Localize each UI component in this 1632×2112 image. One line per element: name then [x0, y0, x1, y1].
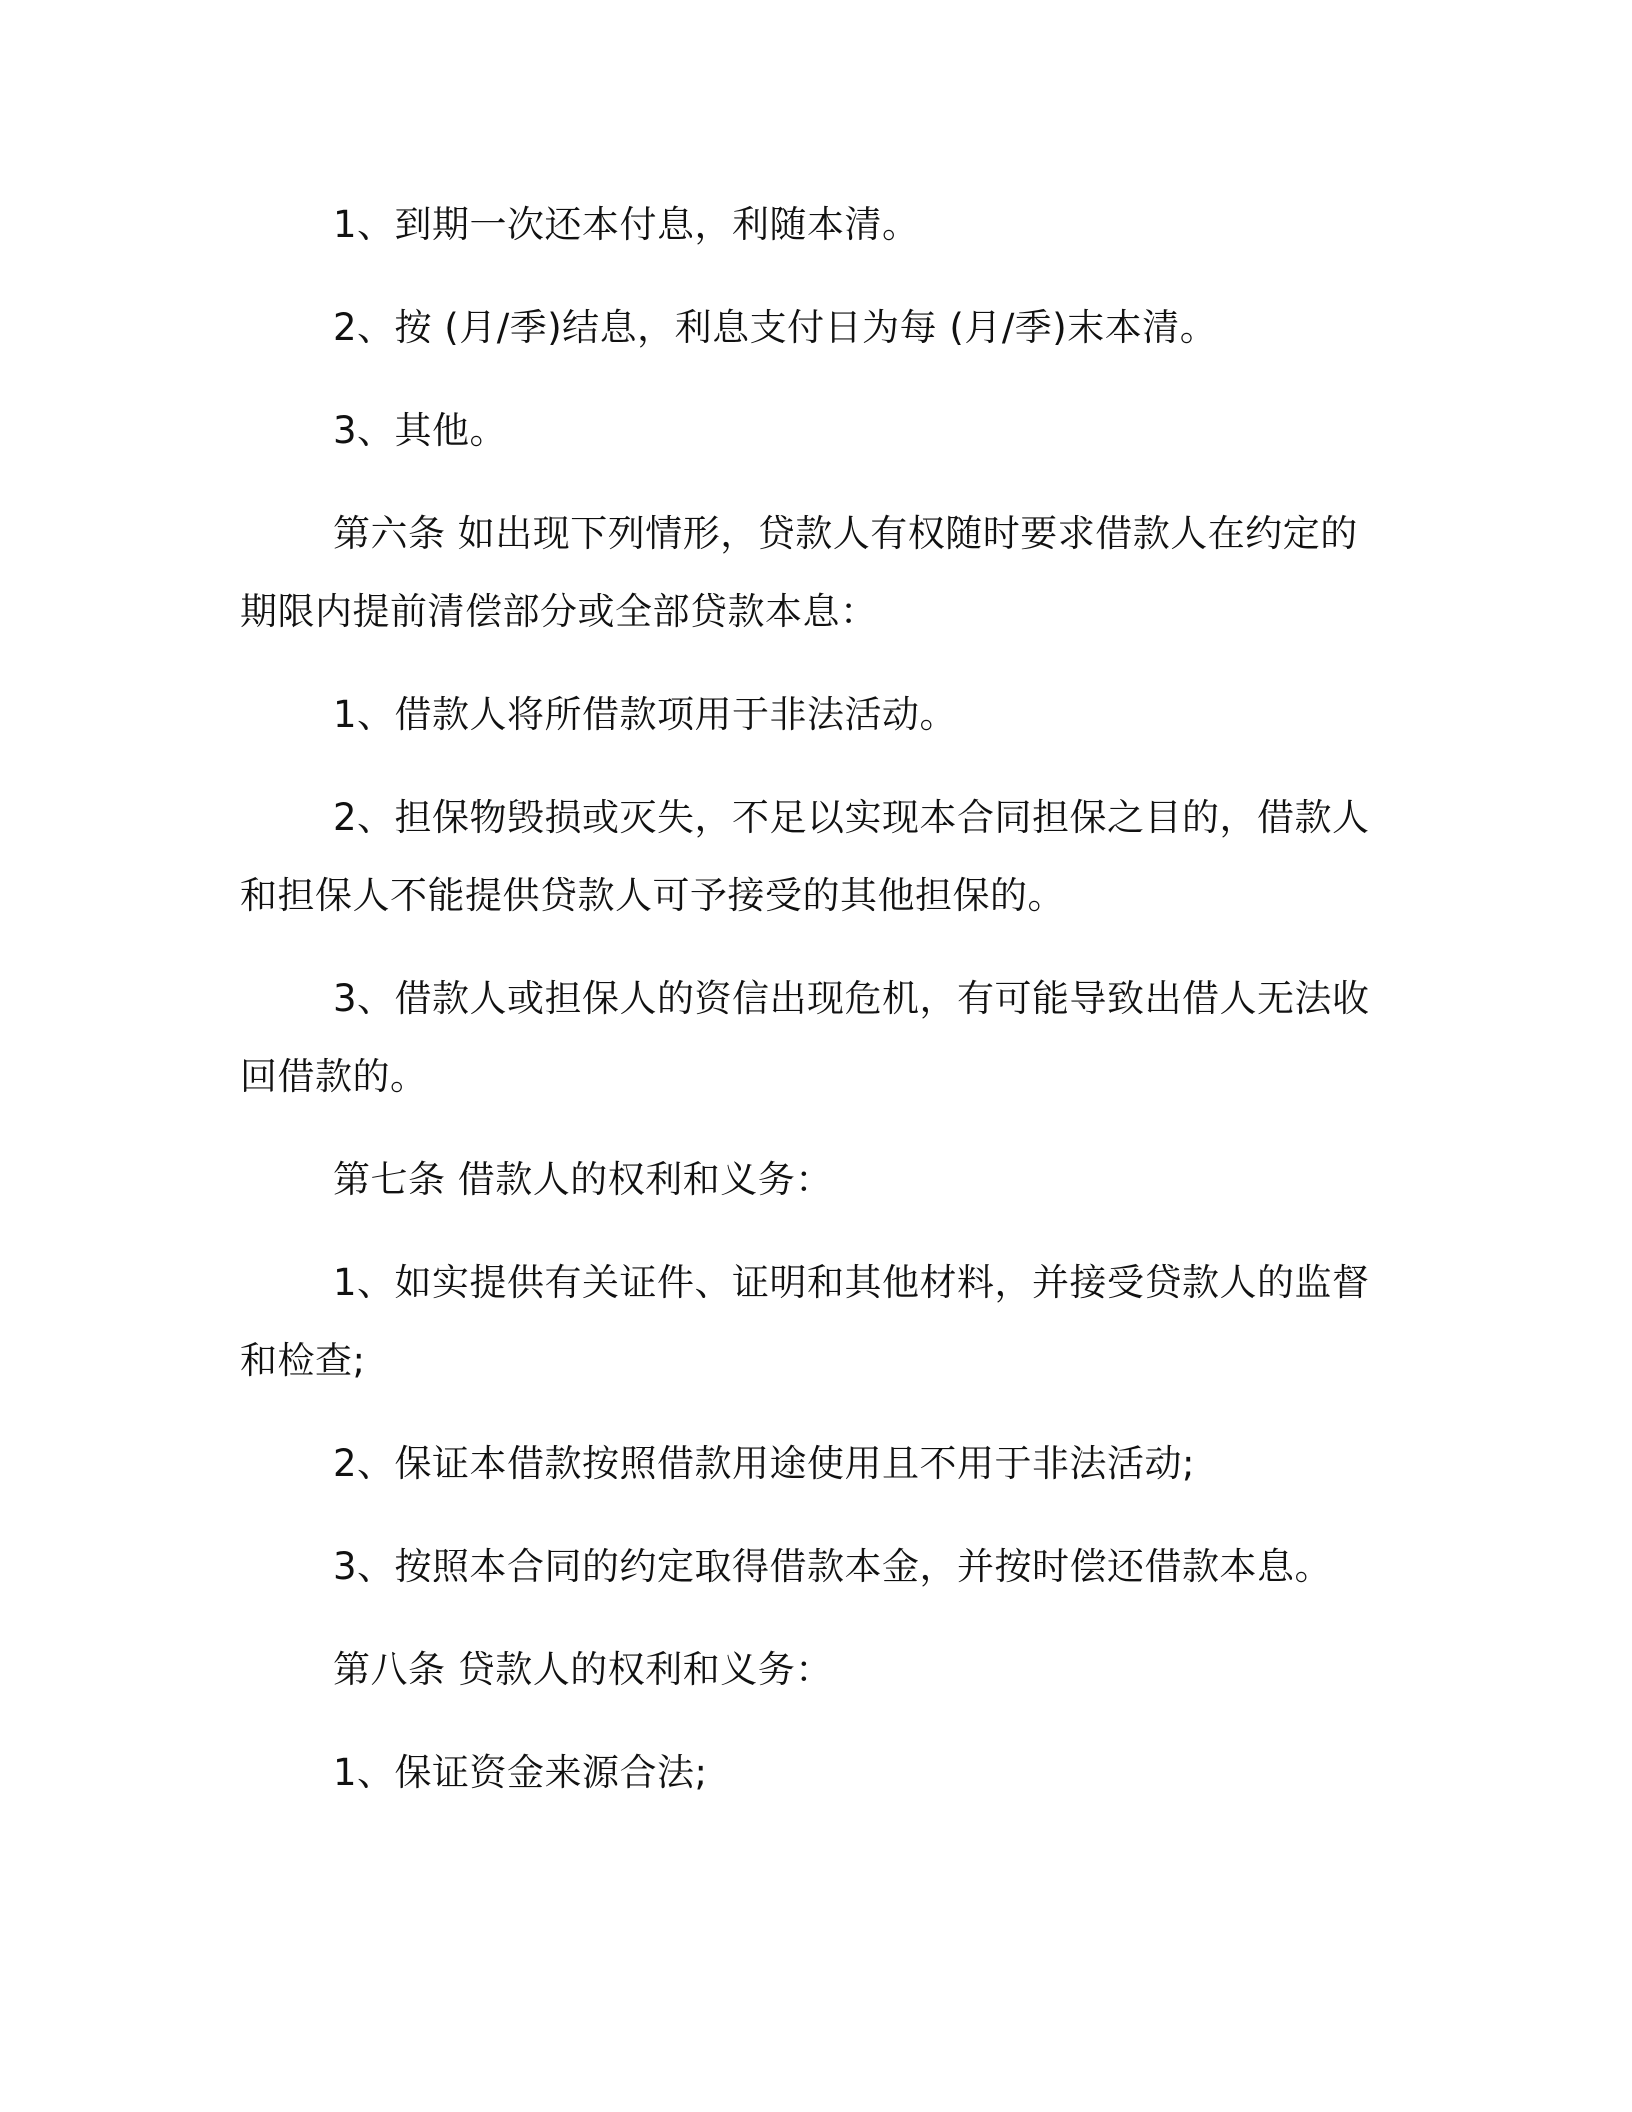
- article-8-item-1: 1、保证资金来源合法;: [333, 1751, 708, 1794]
- article-6-item-3: 3、借款人或担保人的资信出现危机，有可能导致出借人无法收回借款的。: [240, 977, 1370, 1098]
- article-7-heading: 第七条 借款人的权利和义务：: [333, 1158, 833, 1201]
- document-body: [240, 186, 1390, 1812]
- clause-repay-option-2: 2、按 (月/季)结息，利息支付日为每 (月/季)末本清。: [333, 306, 1218, 349]
- article-7-item-2: 2、保证本借款按照借款用途使用且不用于非法活动;: [333, 1442, 1196, 1485]
- article-7-item-1: 1、如实提供有关证件、证明和其他材料，并接受贷款人的监督和检查;: [240, 1261, 1370, 1382]
- article-6-item-1: 1、借款人将所借款项用于非法活动。: [333, 693, 958, 736]
- article-6-item-2: 2、担保物毁损或灭失，不足以实现本合同担保之目的，借款人和担保人不能提供贷款人可予接受的其他担保的。: [240, 796, 1370, 917]
- article-8-heading: 第八条 贷款人的权利和义务：: [333, 1648, 833, 1691]
- article-6-heading: 第六条 如出现下列情形，贷款人有权随时要求借款人在约定的期限内提前清偿部分或全部贷款本息：: [240, 512, 1358, 633]
- article-7-item-3: 3、按照本合同的约定取得借款本金，并按时偿还借款本息。: [333, 1545, 1333, 1588]
- clause-repay-option-3: 3、其他。: [333, 409, 508, 452]
- clause-repay-option-1: 1、到期一次还本付息，利随本清。: [333, 203, 920, 246]
